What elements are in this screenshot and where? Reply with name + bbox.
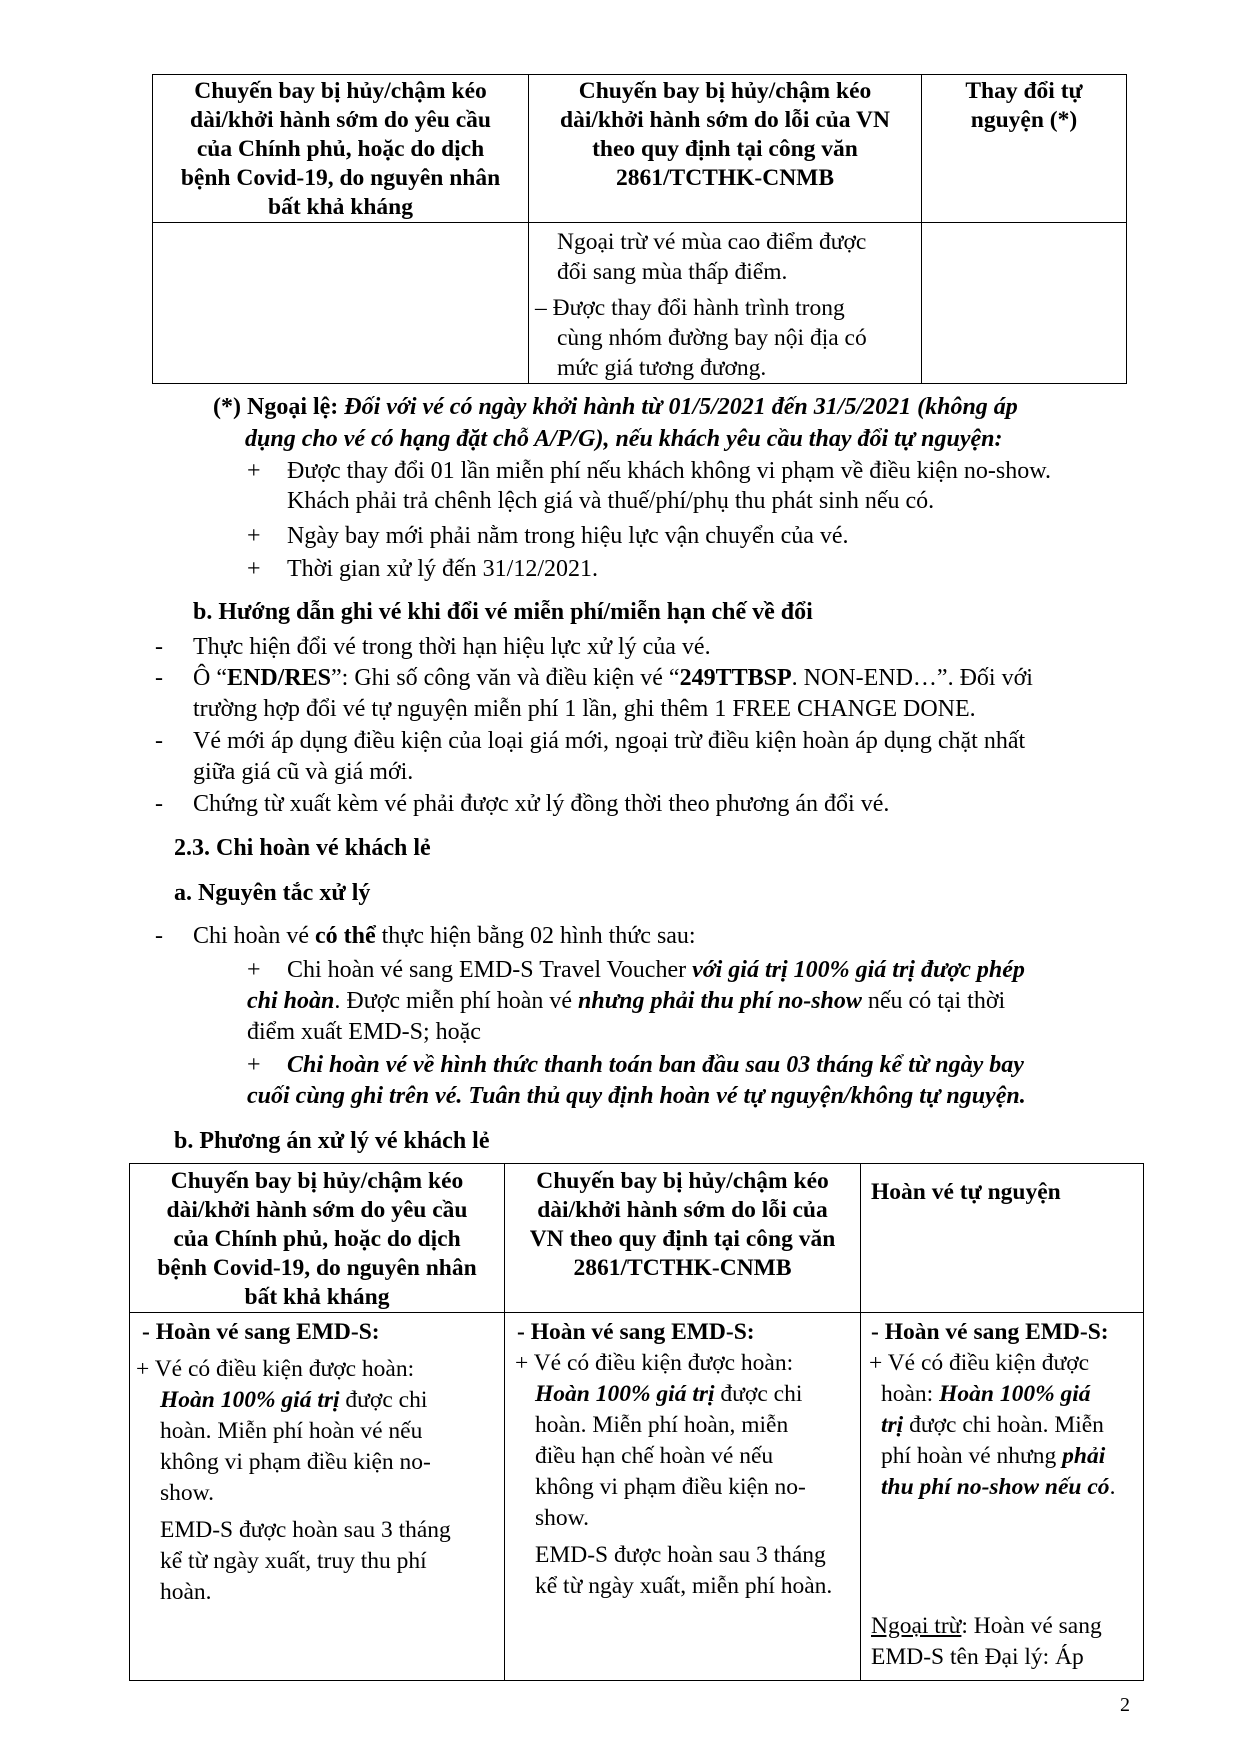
table-header-row [153,75,1127,223]
list-item-cont: chi hoàn. Được miễn phí hoàn vé nhưng phải thu phí no-show nếu có tại thời [247,988,1006,1014]
exception-item: Được thay đổi 01 lần miễn phí nếu khách không vi phạm về điều kiện no-show. [287,458,1051,484]
table-header-cell: Chuyến bay bị hủy/chậm kéo dài/khởi hành sớm do yêu cầu của Chính phủ, hoặc do dịch bệnh Covid-19, do nguyên nhân bất khả kháng [153,75,529,223]
subsection-heading: b. Phương án xử lý vé khách lẻ [174,1128,490,1154]
table-flight-changes [152,74,1127,384]
dash-bullet: - [155,634,163,660]
table-cell [922,223,1127,384]
plus-bullet: + [247,957,261,983]
subsection-heading: a. Nguyên tắc xử lý [174,880,371,906]
table-cell: - Hoàn vé sang EMD-S: + Vé có điều kiện được hoàn: Hoàn 100% giá trị được chi hoàn. Miễn phí hoàn, miễn điều hạn chế hoàn vé nếu không vi phạm điều kiện no- show. EMD-S được hoàn sau 3 tháng kể từ ngày xuất, miễn phí hoàn. [505,1313,861,1681]
table-cell: - Hoàn vé sang EMD-S: + Vé có điều kiện được hoàn: Hoàn 100% giá trị được chi hoàn. Miễn phí hoàn vé nhưng phải thu phí no-show nếu có. Ngoại trừ: Hoàn vé sang EMD-S tên Đại lý: Áp [861,1313,1144,1681]
table-cell: Ngoại trừ vé mùa cao điểm được đổi sang mùa thấp điểm. – Được thay đổi hành trình trong cùng nhóm đường bay nội địa có mức giá tương đương. [529,223,922,384]
exception-line-2: dụng cho vé có hạng đặt chỗ A/P/G), nếu khách yêu cầu thay đổi tự nguyện: [245,426,1003,452]
table-row [130,1313,1144,1681]
exception-item: Ngày bay mới phải nằm trong hiệu lực vận chuyển của vé. [287,523,849,549]
table-header-cell: Chuyến bay bị hủy/chậm kéo dài/khởi hành sớm do yêu cầu của Chính phủ, hoặc do dịch bệnh Covid-19, do nguyên nhân bất khả kháng [130,1164,505,1313]
list-item: Vé mới áp dụng điều kiện của loại giá mới, ngoại trừ điều kiện hoàn áp dụng chặt nhất [193,728,1026,754]
table-header-cell: Chuyến bay bị hủy/chậm kéo dài/khởi hành sớm do lỗi của VN theo quy định tại công văn 2861/TCTHK-CNMB [505,1164,861,1313]
list-item: Chi hoàn vé sang EMD-S Travel Voucher với giá trị 100% giá trị được phép [287,957,1025,983]
dash-bullet: - [155,728,163,754]
list-item: Thực hiện đổi vé trong thời hạn hiệu lực xử lý của vé. [193,634,711,660]
plus-bullet: + [247,1052,261,1078]
page-number: 2 [1120,1694,1130,1716]
dash-bullet: - [155,665,163,691]
exception-item: Khách phải trả chênh lệch giá và thuế/phí/phụ thu phát sinh nếu có. [287,488,935,514]
list-item: Ô “END/RES”: Ghi số công văn và điều kiện vé “249TTBSP. NON-END…”. Đối với [193,665,1033,691]
plus-bullet: + [247,458,261,484]
exception-item: Thời gian xử lý đến 31/12/2021. [287,556,599,582]
section-heading: 2.3. Chi hoàn vé khách lẻ [174,835,431,861]
dash-bullet: - [155,923,163,949]
dash-bullet: - [155,791,163,817]
table-header-cell: Thay đổi tự nguyện (*) [922,75,1127,223]
table-header-row [130,1164,1144,1313]
section-heading: b. Hướng dẫn ghi vé khi đổi vé miễn phí/miễn hạn chế về đổi [193,599,813,625]
plus-bullet: + [247,523,261,549]
table-header-cell: Chuyến bay bị hủy/chậm kéo dài/khởi hành sớm do lỗi của VN theo quy định tại công văn 2861/TCTHK-CNMB [529,75,922,223]
plus-bullet: + [247,556,261,582]
table-header-cell: Hoàn vé tự nguyện [861,1164,1144,1313]
table-cell [153,223,529,384]
list-item: Chi hoàn vé có thể thực hiện bằng 02 hình thức sau: [193,923,696,949]
table-refund-plan [129,1163,1144,1681]
list-item: Chi hoàn vé về hình thức thanh toán ban đầu sau 03 tháng kể từ ngày bay [287,1052,1024,1078]
list-item: Chứng từ xuất kèm vé phải được xử lý đồng thời theo phương án đổi vé. [193,791,890,817]
table-row [153,223,1127,384]
list-item-cont: điểm xuất EMD-S; hoặc [247,1019,481,1045]
list-item-cont: cuối cùng ghi trên vé. Tuân thủ quy định hoàn vé tự nguyện/không tự nguyện. [247,1083,1026,1109]
list-item-cont: trường hợp đổi vé tự nguyện miễn phí 1 lần, ghi thêm 1 FREE CHANGE DONE. [193,696,976,722]
list-item-cont: giữa giá cũ và giá mới. [193,759,414,785]
table-cell: - Hoàn vé sang EMD-S: + Vé có điều kiện được hoàn: Hoàn 100% giá trị được chi hoàn. Miễn phí hoàn vé nếu không vi phạm điều kiện no- show. EMD-S được hoàn sau 3 tháng kể từ ngày xuất, truy thu phí hoàn. [130,1313,505,1681]
exception-line-1: (*) Ngoại lệ: Đối với vé có ngày khởi hành từ 01/5/2021 đến 31/5/2021 (không áp [213,394,1018,420]
